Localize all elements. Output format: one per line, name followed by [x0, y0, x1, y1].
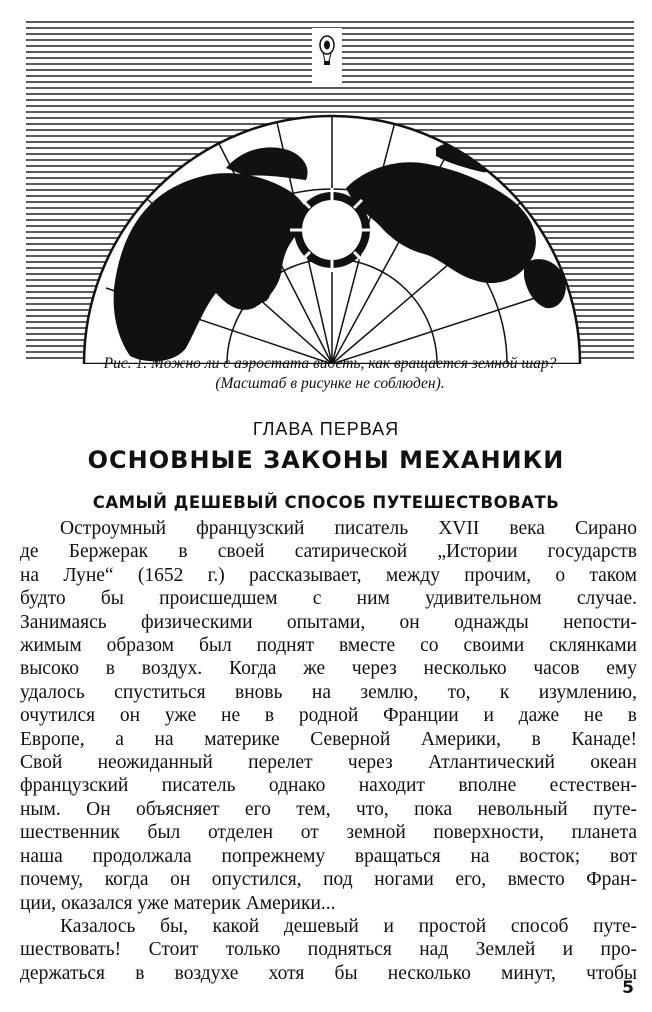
text-line: Остроумный французский писатель XVII века Сирано [60, 518, 637, 539]
text-line: Занимаясь физическими опытами, он однажды непости- [20, 611, 637, 633]
text-line: Европе, а на материке Северной Америки, в Канаде! [20, 728, 637, 750]
figure-caption-line: (Масштаб в рисунке не соблюден). [215, 375, 445, 392]
text-line: шественник был отделен от земной поверхности, планета [20, 822, 637, 844]
globe [84, 116, 580, 364]
text-line: на Луне“ (1652 г.) рассказывает, между прочим, о таком [20, 564, 637, 586]
text-line: очутился он уже не в родной Франции и даже не в [20, 705, 637, 727]
chapter-title: ОСНОВНЫЕ ЗАКОНЫ МЕХАНИКИ [87, 446, 565, 474]
text-line: будто бы происшедшем с ним удивительном случае. [20, 588, 637, 610]
text-line: удалось спуститься вновь на землю, то, к изумлению, [20, 681, 637, 703]
figure-caption-line: Рис. 1. Можно ли с аэростата видеть, как вращается земной шар? [103, 355, 557, 372]
text-line: жимым образом был поднят вместе со своими склянками [20, 635, 637, 657]
text-line: ции, оказался уже материк Америки... [20, 892, 336, 914]
north-pole-star [290, 188, 374, 272]
text-line: ным. Он объясняет его тем, что, пока невольный путе- [20, 798, 637, 820]
text-line: Свой неожиданный перелет через Атлантический океан [20, 752, 637, 774]
text-line: высоко в воздух. Когда же через несколько часов ему [20, 658, 637, 680]
chapter-label: ГЛАВА ПЕРВАЯ [252, 419, 400, 439]
page-number: 5 [622, 978, 634, 998]
body-text [20, 517, 637, 985]
text-line: почему, когда он опустился, под ногами его, вместо Фран- [20, 869, 637, 891]
balloon-icon [312, 28, 342, 86]
text-line: шествовать! Стоит только подняться над Землей и про- [20, 939, 637, 961]
text-line: де Бержерак в своей сатирической „Истории государств [20, 541, 637, 563]
figure-globe-illustration [26, 18, 634, 364]
text-line: наша продолжала попрежнему вращаться на восток; вот [20, 845, 637, 867]
section-title: САМЫЙ ДЕШЕВЫЙ СПОСОБ ПУТЕШЕСТВОВАТЬ [92, 493, 560, 512]
text-line: Казалось бы, какой дешевый и простой способ путе- [60, 915, 637, 937]
text-line: держаться в воздухе хотя бы несколько минут, чтобы [20, 962, 637, 984]
text-line: французский писатель однако находит вполне естествен- [20, 775, 637, 797]
figure-caption [20, 354, 640, 394]
